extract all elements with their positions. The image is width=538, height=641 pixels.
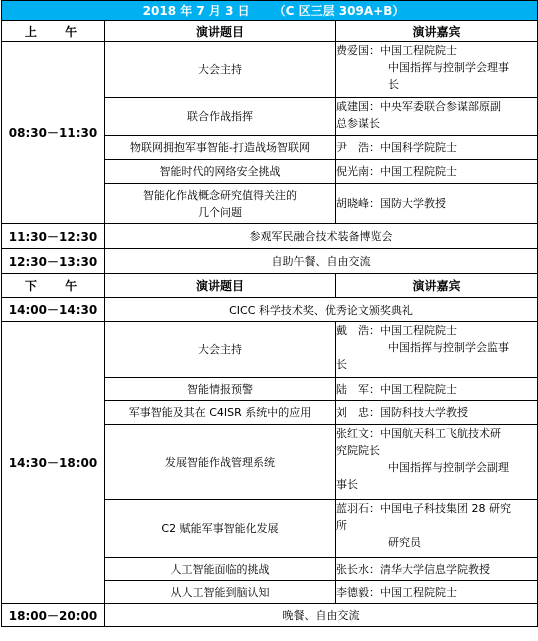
event-text: 参观军民融合技术装备博览会 [105,224,538,249]
talk-speaker: 蓝羽石：中国电子科技集团 28 研究 所 研究员 [336,500,538,558]
talk-topic: 发展智能作战管理系统 [105,425,336,500]
event-time: 11:30－12:30 [2,224,105,249]
morning-speaker-header: 演讲嘉宾 [336,21,538,42]
date-header-row [2,1,538,21]
talk-speaker: 陆 军：中国工程院院士 [336,378,538,401]
event-time: 14:00－14:30 [2,298,105,322]
afternoon-talk-row [2,322,538,378]
afternoon-speaker-header: 演讲嘉宾 [336,274,538,298]
afternoon-label: 下 午 [2,274,105,298]
talk-topic: 智能化作战概念研究值得关注的 几个问题 [105,184,336,224]
talk-speaker: 戚建国：中央军委联合参谋部原副 总参谋长 [336,98,538,136]
talk-speaker: 胡晓峰：国防大学教授 [336,184,538,224]
talk-speaker: 戴 浩：中国工程院院士 中国指挥与控制学会监事 长 [336,322,538,378]
morning-header-row [2,21,538,42]
afternoon-header-row [2,274,538,298]
talk-speaker: 张红文：中国航天科工飞航技术研 究院院长 中国指挥与控制学会副理 事长 [336,425,538,500]
morning-session-time: 08:30－11:30 [2,42,105,224]
talk-speaker: 张长水：清华大学信息学院教授 [336,558,538,581]
morning-topic-header: 演讲题目 [105,21,336,42]
date-header [2,1,538,21]
event-text: 晚餐、自由交流 [105,604,538,627]
talk-topic: 智能时代的网络安全挑战 [105,160,336,184]
talk-speaker: 尹 浩：中国科学院院士 [336,136,538,160]
event-row [2,224,538,249]
header-date: 2018 年 7 月 3 日 [142,4,250,18]
talk-speaker: 刘 忠：国防科技大学教授 [336,401,538,425]
morning-label: 上 午 [2,21,105,42]
afternoon-session-time: 14:30－18:00 [2,322,105,604]
talk-topic: 从人工智能到脑认知 [105,581,336,604]
talk-topic: 联合作战指挥 [105,98,336,136]
event-row [2,604,538,627]
event-text: CICC 科学技术奖、优秀论文颁奖典礼 [105,298,538,322]
schedule-table [1,0,538,627]
talk-topic: 人工智能面临的挑战 [105,558,336,581]
talk-topic: 智能情报预警 [105,378,336,401]
talk-speaker: 李德毅：中国工程院院士 [336,581,538,604]
afternoon-topic-header: 演讲题目 [105,274,336,298]
event-time: 18:00－20:00 [2,604,105,627]
talk-speaker: 倪光南：中国工程院院士 [336,160,538,184]
event-row [2,298,538,322]
talk-topic: 军事智能及其在 C4ISR 系统中的应用 [105,401,336,425]
talk-topic: C2 赋能军事智能化发展 [105,500,336,558]
header-room: （C 区三层 309A+B） [273,4,405,18]
morning-talk-row [2,42,538,98]
talk-speaker: 费爱国：中国工程院院士 中国指挥与控制学会理事 长 [336,42,538,98]
talk-topic: 物联网拥抱军事智能-打造战场智联网 [105,136,336,160]
event-time: 12:30－13:30 [2,249,105,274]
talk-topic: 大会主持 [105,42,336,98]
event-row [2,249,538,274]
talk-topic: 大会主持 [105,322,336,378]
event-text: 自助午餐、自由交流 [105,249,538,274]
